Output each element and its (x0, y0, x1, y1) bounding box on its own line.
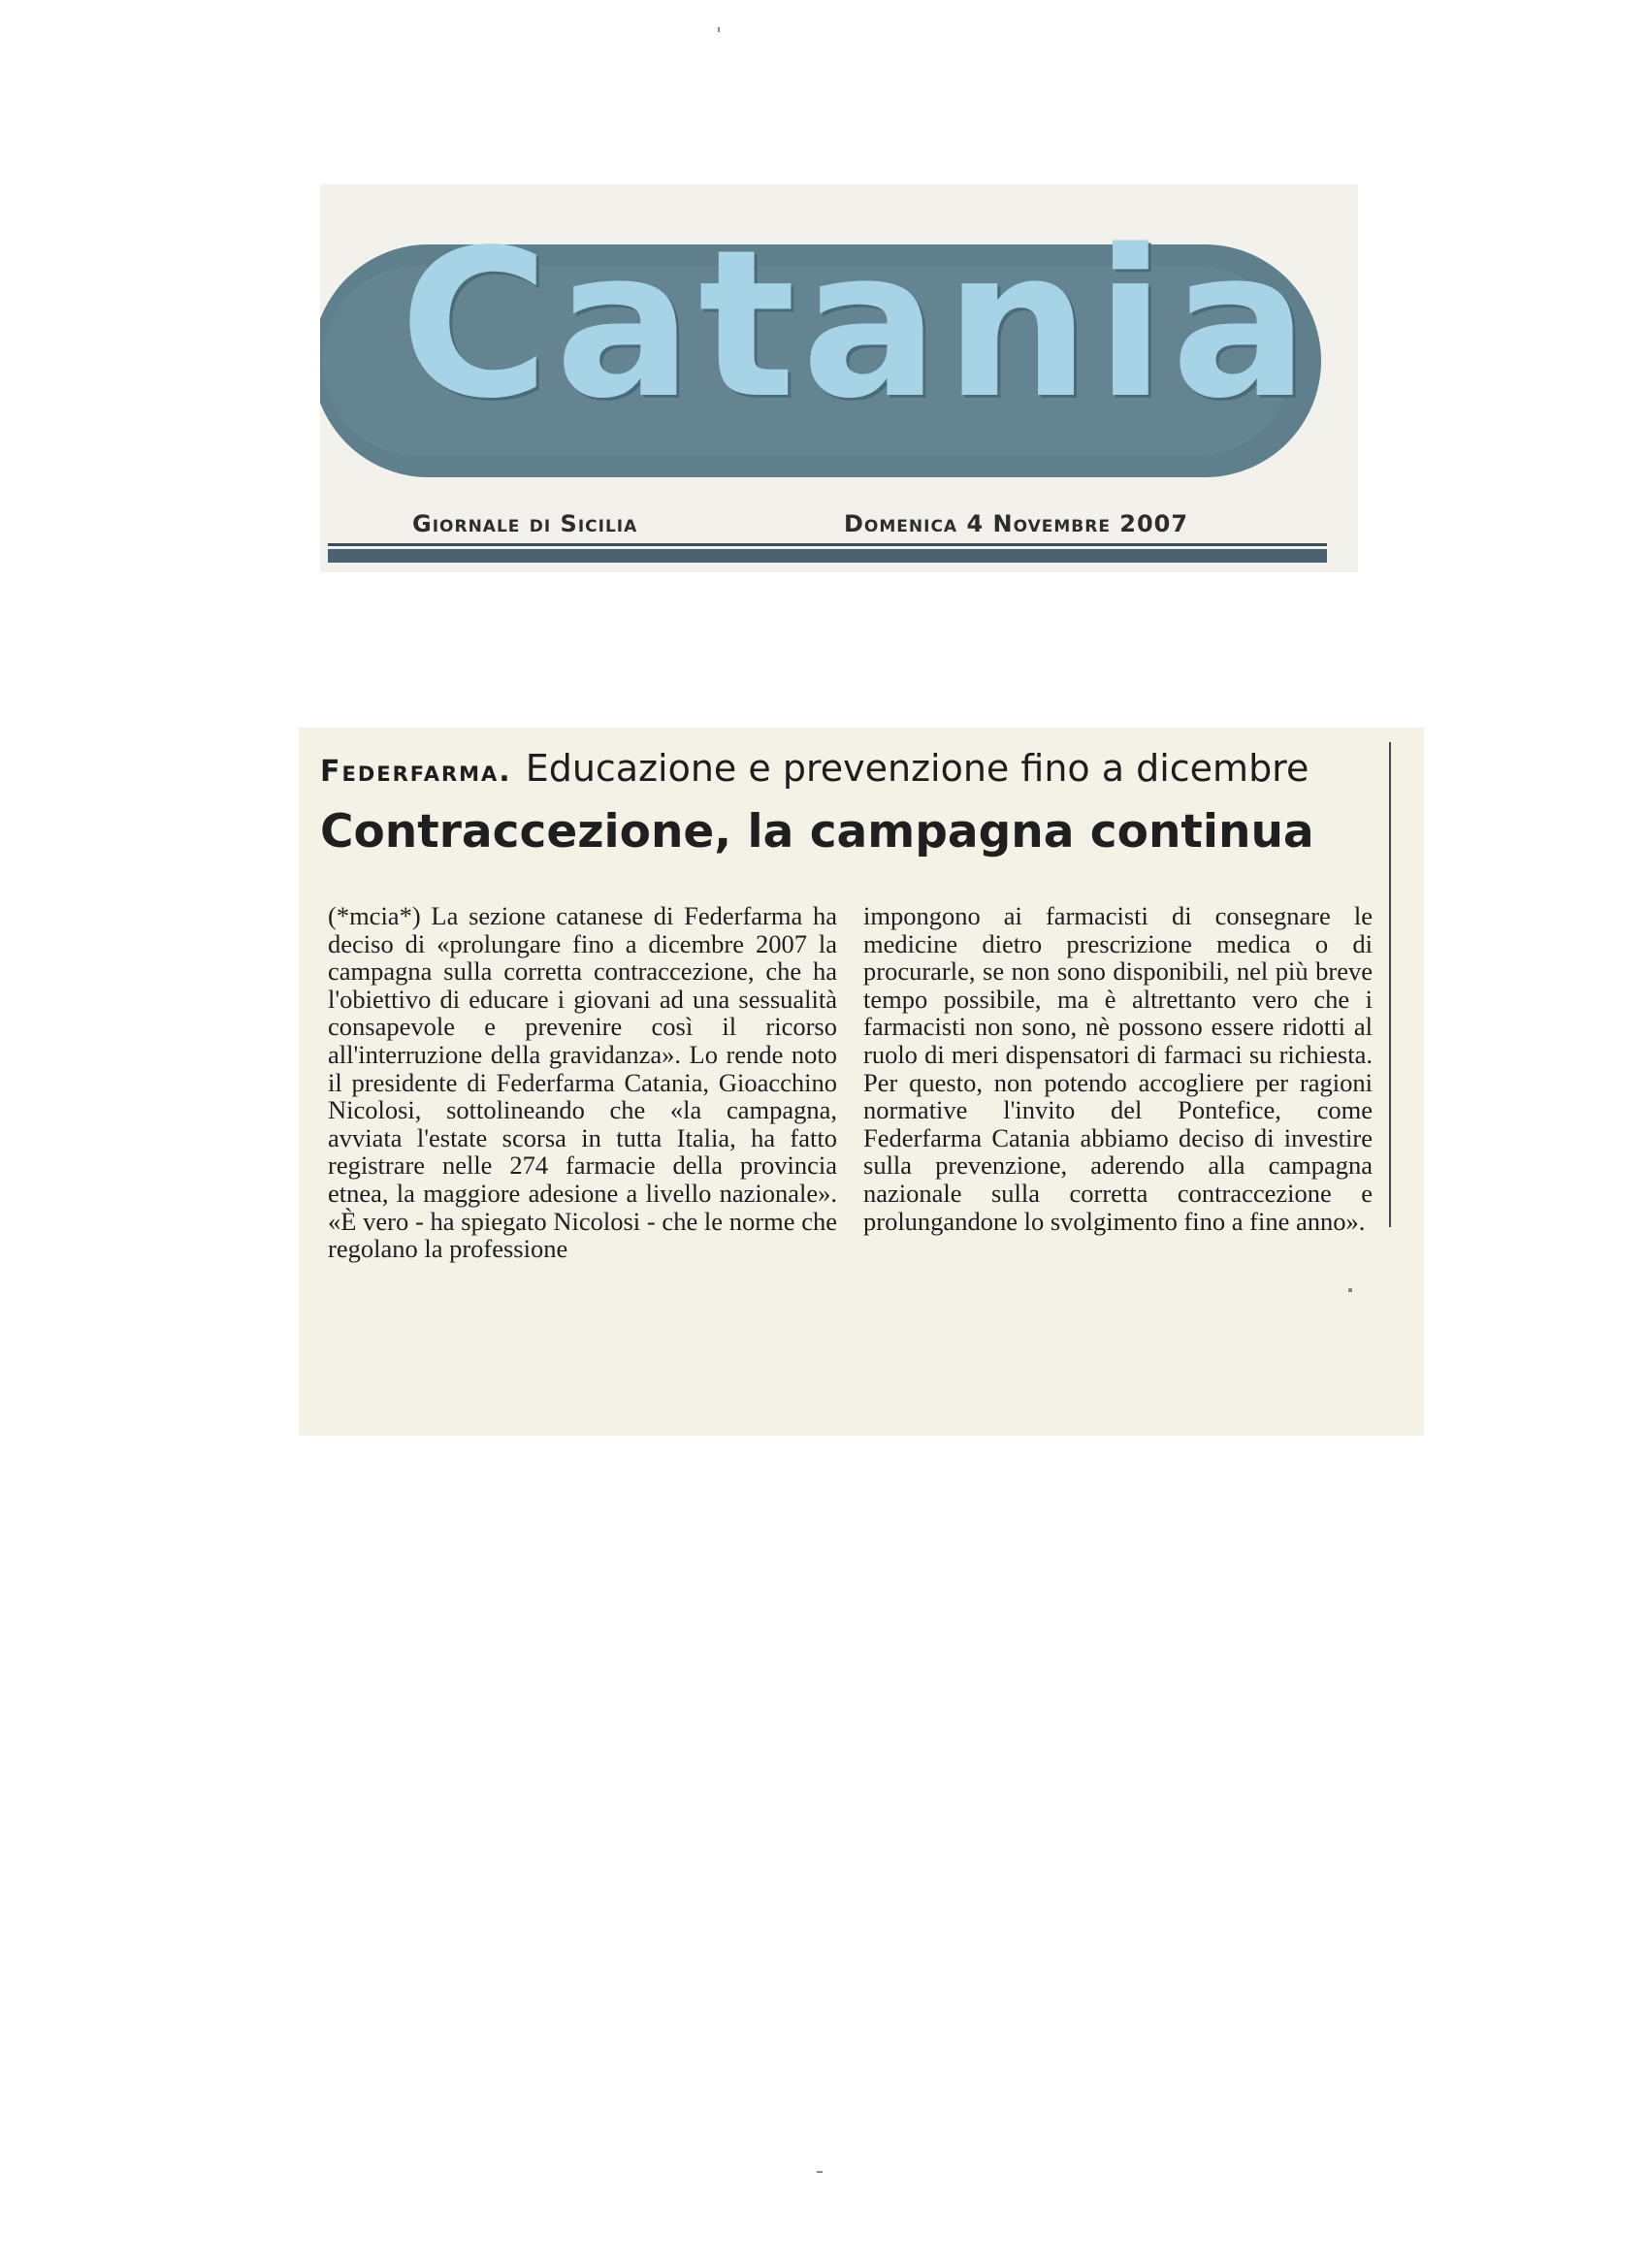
article-subhead: Educazione e prevenzione fino a dicembre (525, 747, 1310, 790)
article-kicker-line (320, 747, 1309, 790)
scan-speck (718, 27, 720, 32)
issue-date: Domenica 4 Novembre 2007 (844, 510, 1189, 537)
article-headline: Contraccezione, la campagna continua (320, 805, 1314, 859)
column-rule (1389, 742, 1391, 1227)
article-clipping (299, 728, 1424, 1436)
article-kicker: Federfarma. (320, 755, 512, 789)
article-column-2: impongono ai farmacisti di consegnare le medicine dietro prescrizione medica o di procurarle, se non sono disponibili, nel più breve tempo possibile, ma è altrettanto vero che i farmacisti non sono, nè possono essere ridotti al ruolo di meri dispensatori di farmaci su richiesta. Per questo, non potendo accogliere per ragioni normative l'invito del Pontefice, come Federfarma Catania abbiamo deciso di investire sulla prevenzione, aderendo alla campagna nazionale sulla corretta contraccezione e prolungandone lo svolgimento fino a fine anno». (863, 901, 1373, 1236)
masthead-rule-thick (328, 549, 1327, 563)
masthead-rule-thin (328, 543, 1327, 546)
newspaper-name: Giornale di Sicilia (412, 510, 638, 537)
section-title: Catania (400, 206, 1315, 443)
scan-speck (817, 2171, 823, 2173)
scan-speck (1348, 1288, 1352, 1292)
masthead-clipping (320, 184, 1358, 572)
article-column-1: (*mcia*) La sezione catanese di Federfarma ha deciso di «prolungare fino a dicembre 2007 la campagna sulla corretta contraccezione, che ha l'obiettivo di educare i giovani ad una sessualità consapevole e prevenire così il ricorso all'interruzione della gravidanza». Lo rende noto il presidente di Federfarma Catania, Gioacchino Nicolosi, sottolineando che «la campagna, avviata l'estate scorsa in tutta Italia, ha fatto registrare nelle 274 farmacie della provincia etnea, la maggiore adesione a livello nazionale». «È vero - ha spiegato Nicolosi - che le norme che regolano la professione (328, 901, 837, 1264)
